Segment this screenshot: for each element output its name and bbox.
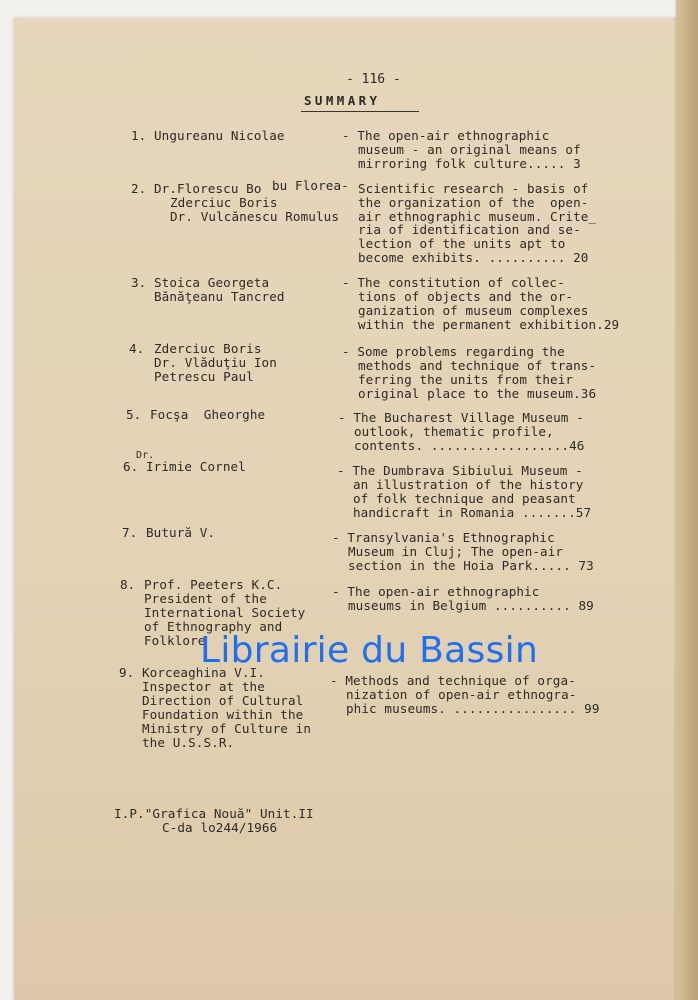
entry-title: Museum in Cluj; The open-air [348,544,564,559]
entry-title: lection of the units apt to [358,236,566,251]
entry-author: Dr. Vulcănescu Romulus [170,209,340,224]
entry-title: - The Bucharest Village Museum - [338,410,584,425]
entry-number: 2. [131,181,147,196]
entry-author: Korceaghina V.I. [142,665,265,680]
entry-title: - The Dumbrava Sibiului Museum - [337,463,583,478]
document-page [14,18,682,1000]
entry-title: - The constitution of collec- [342,275,565,290]
entry-title: nization of open-air ethnogra- [346,687,577,702]
entry-author: Direction of Cultural [142,693,304,708]
entry-number: 6. [123,459,139,474]
entry-author: Foundation within the [142,707,304,722]
heading-underline [301,111,419,112]
entry-title: tions of objects and the or- [358,289,574,304]
entry-title: - The open-air ethnographic [332,584,540,599]
entry-author: Dr. Vlăduţiu Ion [154,355,277,370]
entry-title: museums in Belgium .......... 89 [348,598,594,613]
entry-number: 7. [122,525,138,540]
entry-title: - Some problems regarding the [342,344,565,359]
book-edge [676,0,698,1000]
summary-heading: SUMMARY [304,93,381,108]
entry-title: original place to the museum.36 [358,386,597,401]
entry-number: 1. [131,128,147,143]
entry-title: an illustration of the history [353,477,584,492]
entry-author: Stoica Georgeta [154,275,270,290]
page-number: - 116 - [346,72,401,87]
entry-author: Petrescu Paul [154,369,254,384]
entry-title: museum - an original means of [358,142,581,157]
entry-title: mirroring folk culture..... 3 [358,156,581,171]
entry-author: Inspector at the [142,679,265,694]
entry-author: Prof. Peeters K.C. [144,577,283,592]
entry-title: outlook, thematic profile, [354,424,554,439]
entry-author-prefix: Dr. [136,450,155,461]
watermark-text: Librairie du Bassin [200,630,539,671]
entry-author: Irimie Cornel [146,459,246,474]
entry-title: section in the Hoia Park..... 73 [348,558,594,573]
entry-number: 3. [131,275,147,290]
entry-number: 9. [119,665,135,680]
entry-author: of Ethnography and [144,619,283,634]
imprint-line: C-da lo244/1966 [162,820,278,835]
entry-number: 5. [126,407,142,422]
entry-author: International Society [144,605,306,620]
entry-title: - Transylvania's Ethnographic [332,530,555,545]
entry-author: Ministry of Culture in [142,721,312,736]
entry-author: Focşa Gheorghe [150,407,266,422]
entry-title: ferring the units from their [358,372,574,387]
entry-title: air ethnographic museum. Crite_ [358,209,597,224]
entry-title: handicraft in Romania .......57 [353,505,592,520]
entry-title: ganization of museum complexes [358,303,589,318]
entry-title: phic museums. ................ 99 [346,701,600,716]
entry-author: Ungureanu Nicolae [154,128,285,143]
entry-title: contents. ..................46 [354,438,585,453]
entry-title: - Methods and technique of orga- [330,673,576,688]
entry-title: Scientific research - basis of [358,181,589,196]
entry-title: ria of identification and se- [358,222,581,237]
entry-title: the organization of the open- [358,195,589,210]
entry-author: Zderciuc Boris [154,341,262,356]
entry-author: the U.S.S.R. [142,735,235,750]
entry-author: Bănăţeanu Tancred [154,289,285,304]
entry-title: methods and technique of trans- [358,358,597,373]
entry-author: Dr.Florescu Bo [154,181,262,196]
entry-title: within the permanent exhibition.29 [358,317,620,332]
entry-author: Folklore [144,633,206,648]
entry-number: 4. [129,341,145,356]
entry-author-overlay: bu Florea- [272,178,349,193]
entry-title: become exhibits. .......... 20 [358,250,589,265]
imprint-line: I.P."Grafica Nouă" Unit.II [114,806,314,821]
entry-author: President of the [144,591,267,606]
entry-author: Zderciuc Boris [170,195,278,210]
entry-title: - The open-air ethnographic [342,128,550,143]
entry-title: of folk technique and peasant [353,491,576,506]
entry-author: Butură V. [146,525,216,540]
entry-number: 8. [120,577,136,592]
